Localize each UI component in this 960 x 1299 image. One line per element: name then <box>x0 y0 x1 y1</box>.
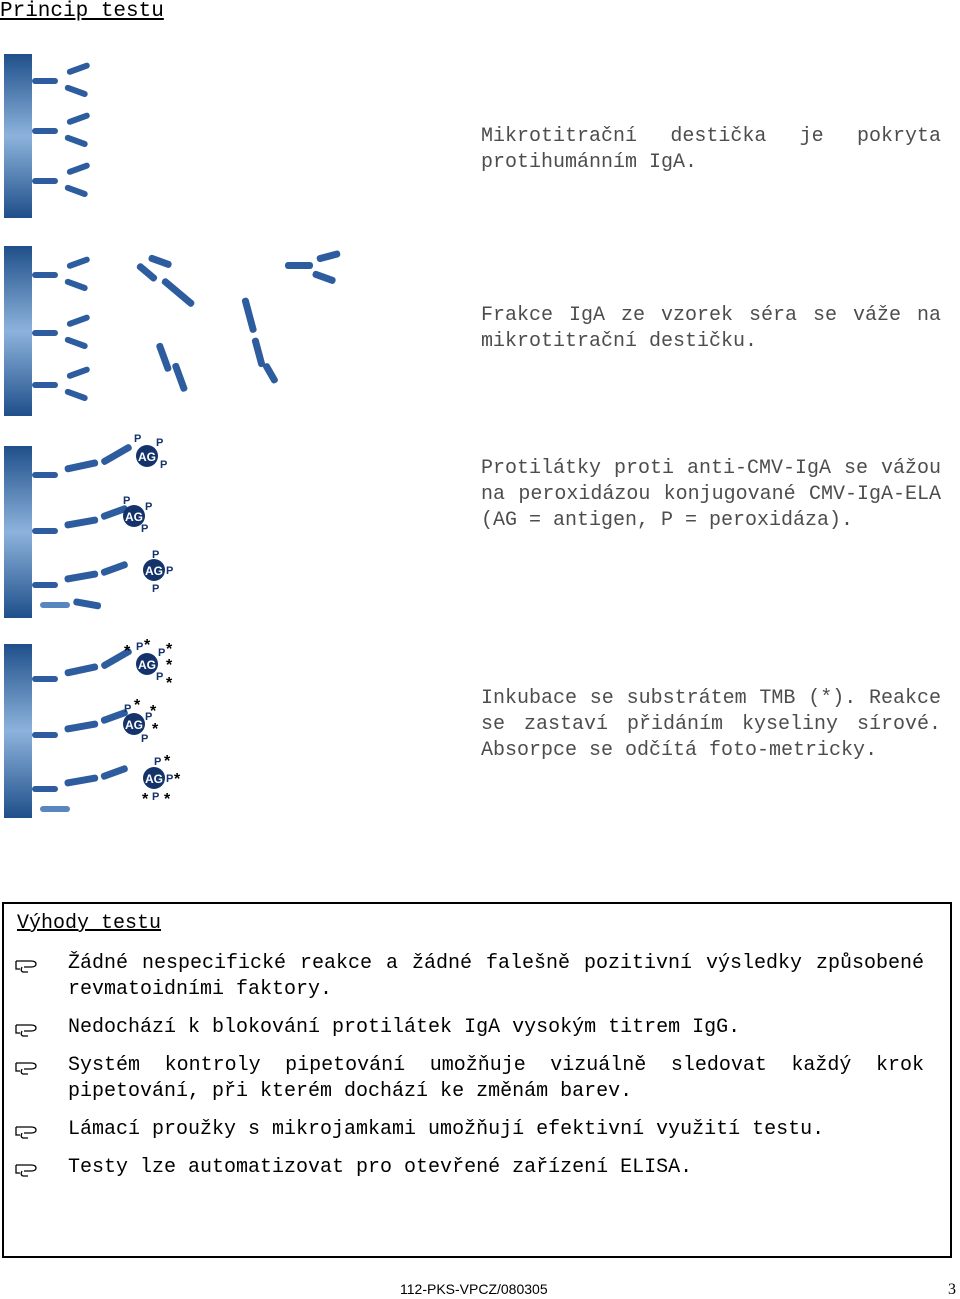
ag-p-conjugate-1 <box>134 433 167 471</box>
tmb-star: * <box>124 643 131 660</box>
microplate-wall <box>4 446 32 618</box>
ag-p-conjugate-3 <box>142 753 181 808</box>
peroxidase-label: P <box>152 549 160 561</box>
peroxidase-label: P <box>145 711 153 723</box>
ag-p-conjugate-2 <box>123 495 152 535</box>
step-2-text: Frakce IgA ze vzorek séra se váže na mikrotitrační destičku. <box>481 304 941 353</box>
peroxidase-label: P <box>134 433 142 445</box>
tmb-star: * <box>152 721 159 738</box>
section-heading: Princip testu <box>0 0 164 23</box>
antigen-label: AG <box>138 658 156 672</box>
peroxidase-label: P <box>166 565 174 577</box>
peroxidase-label: P <box>145 501 153 513</box>
advantage-text: Žádné nespecifické reakce a žádné falešně pozitivní výsledky způsobené revmatoidními faktory. <box>68 952 924 1001</box>
antigen-label: AG <box>145 564 163 578</box>
antigen-label: AG <box>145 772 163 786</box>
capture-antibody-group <box>32 256 91 402</box>
conjugate-binding-figure <box>0 432 470 622</box>
peroxidase-label: P <box>141 523 149 535</box>
pointing-hand-icon <box>14 1055 40 1077</box>
page-number: 3 <box>948 1281 956 1298</box>
peroxidase-label: P <box>166 773 174 785</box>
free-iga-molecules <box>136 250 341 393</box>
tmb-star: * <box>142 791 149 808</box>
tmb-star: * <box>164 753 171 770</box>
peroxidase-label: P <box>152 791 160 803</box>
advantage-text: Testy lze automatizovat pro otevřené zařízení ELISA. <box>68 1156 693 1179</box>
peroxidase-label: P <box>136 641 144 653</box>
peroxidase-label: P <box>124 703 132 715</box>
sample-binding-figure <box>0 242 470 420</box>
peroxidase-label: P <box>152 583 160 595</box>
ag-p-conjugate-2 <box>123 697 159 745</box>
pointing-hand-icon <box>14 953 40 975</box>
advantages-title: Výhody testu <box>17 912 162 935</box>
tmb-star: * <box>150 703 157 720</box>
tmb-star: * <box>166 641 173 658</box>
pointing-hand-icon <box>14 1017 40 1039</box>
microplate-wall <box>4 54 32 218</box>
microplate-wall <box>4 644 32 818</box>
capture-antibody-group <box>32 62 91 198</box>
pointing-hand-icon <box>14 1119 40 1141</box>
antibody-chains <box>32 443 133 610</box>
document-code: 112-PKS-VPCZ/080305 <box>400 1281 548 1297</box>
antibody-chains <box>32 647 133 812</box>
tmb-star: * <box>166 657 173 674</box>
antigen-label: AG <box>138 450 156 464</box>
peroxidase-label: P <box>158 647 166 659</box>
advantage-text: Nedochází k blokování protilátek IgA vysokým titrem IgG. <box>68 1016 741 1039</box>
microplate-wall <box>4 246 32 416</box>
advantages-box <box>2 902 952 1258</box>
advantage-text: Systém kontroly pipetování umožňuje vizuálně sledovat každý krok pipetování, při kterém dochází ke změnám barev. <box>68 1054 924 1103</box>
tmb-star: * <box>166 675 173 692</box>
peroxidase-label: P <box>156 437 164 449</box>
peroxidase-label: P <box>123 495 131 507</box>
peroxidase-label: P <box>160 459 168 471</box>
step-4-text: Inkubace se substrátem TMB (*). Reakce se zastaví přidáním kyseliny sírové. Absorpce se odčítá foto-metricky. <box>481 687 941 762</box>
pointing-hand-icon <box>14 1157 40 1179</box>
substrate-reaction-figure <box>0 636 470 822</box>
ag-p-conjugate-1 <box>124 637 173 692</box>
peroxidase-label: P <box>141 733 149 745</box>
plate-coated-figure <box>0 50 470 222</box>
tmb-star: * <box>144 637 151 654</box>
tmb-star: * <box>164 791 171 808</box>
step-1-text: Mikrotitrační destička je pokryta protihumánním IgA. <box>481 125 941 174</box>
antigen-label: AG <box>125 510 143 524</box>
peroxidase-label: P <box>154 756 162 768</box>
step-3-text: Protilátky proti anti-CMV-IgA se vážou na peroxidázou konjugované CMV-IgA-ELA (AG = antigen, P = peroxidáza). <box>481 457 941 532</box>
tmb-star: * <box>134 697 141 714</box>
antigen-label: AG <box>125 718 143 732</box>
peroxidase-label: P <box>156 671 164 683</box>
tmb-star: * <box>174 771 181 788</box>
advantage-text: Lámací proužky s mikrojamkami umožňují efektivní využití testu. <box>68 1118 825 1141</box>
ag-p-conjugate-3 <box>143 549 173 595</box>
